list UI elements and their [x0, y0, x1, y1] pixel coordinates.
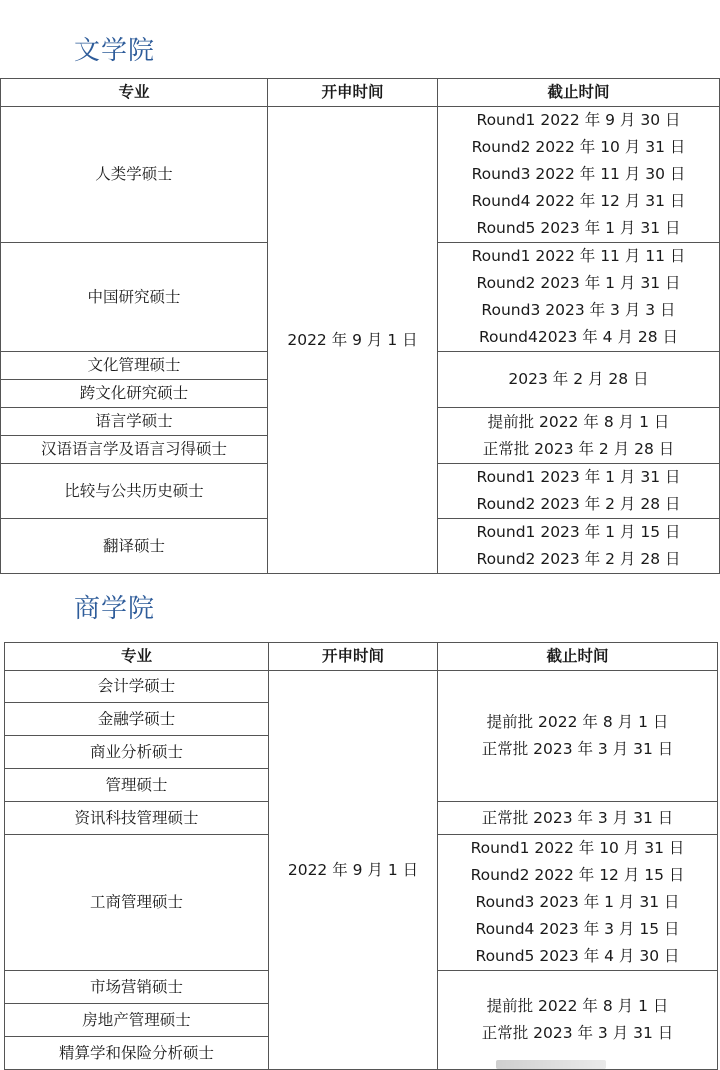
section-title-arts: 文学院 — [74, 36, 156, 66]
header-deadline: 截止时间 — [438, 79, 720, 107]
program-cell: 翻译硕士 — [1, 519, 268, 574]
table-row — [1, 107, 720, 243]
deadline-cell — [438, 243, 720, 352]
program-cell: 资讯科技管理硕士 — [5, 802, 269, 835]
cropped-watermark — [496, 1060, 606, 1069]
open-date-cell: 2022 年 9 月 1 日 — [268, 107, 438, 574]
program-cell: 精算学和保险分析硕士 — [5, 1037, 269, 1070]
section-title-business: 商学院 — [74, 594, 156, 624]
program-cell: 跨文化研究硕士 — [1, 380, 268, 408]
deadline-cell — [438, 519, 720, 574]
program-cell: 商业分析硕士 — [5, 736, 269, 769]
header-open-date: 开申时间 — [269, 643, 438, 671]
deadline-line: 正常批 2023 年 2 月 28 日 — [482, 439, 675, 458]
deadline-line: Round2 2023 年 2 月 28 日 — [476, 550, 681, 568]
deadline-line: Round1 2023 年 1 月 15 日 — [476, 523, 681, 541]
deadline-line: Round1 2023 年 1 月 31 日 — [476, 468, 681, 486]
deadline-line: Round5 2023 年 4 月 30 日 — [475, 947, 680, 965]
deadline-cell — [438, 971, 718, 1070]
table-header-row — [5, 643, 718, 671]
deadline-cell: 正常批 2023 年 3 月 31 日 — [438, 802, 718, 835]
deadline-line: Round1 2022 年 9 月 30 日 — [476, 111, 681, 129]
program-cell: 金融学硕士 — [5, 703, 269, 736]
deadline-cell — [438, 464, 720, 519]
deadline-line: Round1 2022 年 10 月 31 日 — [470, 839, 685, 857]
program-cell: 语言学硕士 — [1, 408, 268, 436]
deadline-line: Round2 2023 年 1 月 31 日 — [476, 274, 681, 292]
deadline-line: Round3 2023 年 1 月 31 日 — [475, 893, 680, 911]
business-deadline-table — [4, 642, 718, 1070]
program-cell: 管理硕士 — [5, 769, 269, 802]
deadline-line: Round5 2023 年 1 月 31 日 — [476, 219, 681, 237]
program-cell: 人类学硕士 — [1, 107, 268, 243]
program-cell: 比较与公共历史硕士 — [1, 464, 268, 519]
deadline-line: 正常批 2023 年 3 月 31 日 — [481, 740, 674, 758]
header-open-date: 开申时间 — [268, 79, 438, 107]
program-cell: 房地产管理硕士 — [5, 1004, 269, 1037]
deadline-line: Round3 2023 年 3 月 3 日 — [481, 301, 676, 319]
deadline-line: Round1 2022 年 11 月 11 日 — [471, 247, 686, 265]
deadline-line: Round3 2022 年 11 月 30 日 — [471, 165, 686, 183]
program-cell: 文化管理硕士 — [1, 352, 268, 380]
deadline-cell — [438, 671, 718, 802]
table-header-row — [1, 79, 720, 107]
header-program: 专业 — [5, 643, 269, 671]
deadline-cell — [438, 408, 720, 464]
deadline-line: 提前批 2022 年 8 月 1 日 — [486, 997, 669, 1015]
program-cell: 会计学硕士 — [5, 671, 269, 703]
deadline-line: Round2 2022 年 12 月 15 日 — [470, 866, 685, 884]
deadline-line: 提前批 2022 年 8 月 1 日 — [487, 412, 670, 431]
deadline-line: Round2 2023 年 2 月 28 日 — [476, 495, 681, 513]
deadline-line: Round4 2023 年 3 月 15 日 — [475, 920, 680, 938]
open-date-cell: 2022 年 9 月 1 日 — [269, 671, 438, 1070]
deadline-cell — [438, 107, 720, 243]
table-row — [5, 671, 718, 703]
deadline-line: Round42023 年 4 月 28 日 — [478, 328, 679, 346]
program-cell: 中国研究硕士 — [1, 243, 268, 352]
program-cell: 市场营销硕士 — [5, 971, 269, 1004]
header-deadline: 截止时间 — [438, 643, 718, 671]
header-program: 专业 — [1, 79, 268, 107]
arts-deadline-table — [0, 78, 720, 574]
program-cell: 汉语语言学及语言习得硕士 — [1, 436, 268, 464]
deadline-cell: 2023 年 2 月 28 日 — [438, 352, 720, 408]
deadline-line: 提前批 2022 年 8 月 1 日 — [486, 713, 669, 731]
deadline-line: Round4 2022 年 12 月 31 日 — [471, 192, 686, 210]
program-cell: 工商管理硕士 — [5, 835, 269, 971]
deadline-line: Round2 2022 年 10 月 31 日 — [471, 138, 686, 156]
deadline-line: 正常批 2023 年 3 月 31 日 — [481, 1024, 674, 1042]
deadline-cell — [438, 835, 718, 971]
